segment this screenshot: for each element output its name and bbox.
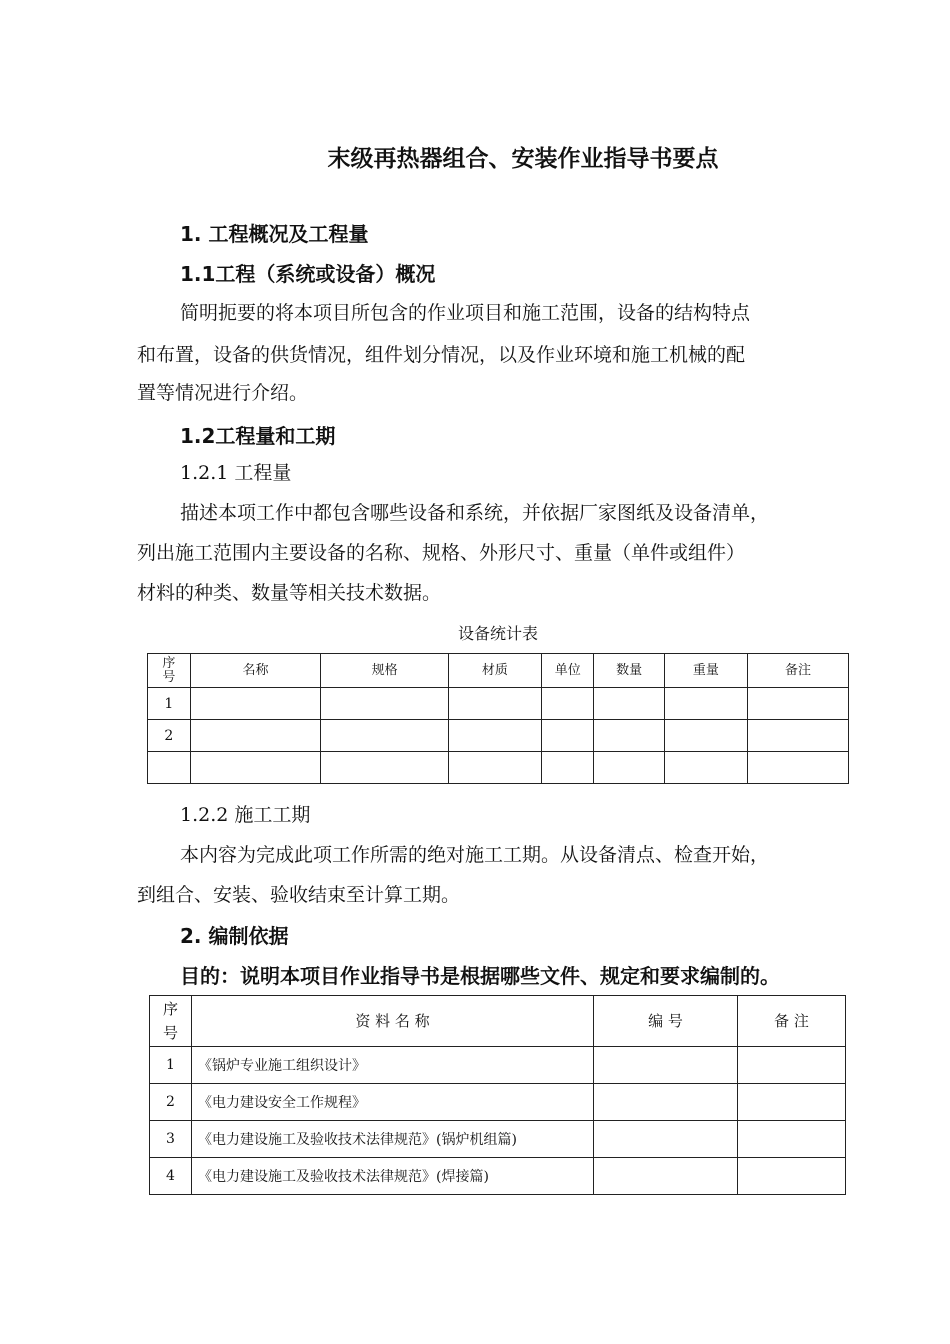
table-caption: 设备统计表 — [457, 624, 538, 643]
document-name: 《电力建设施工及验收技术法律规范》(焊接篇) — [192, 1158, 594, 1195]
header-cell: 重量 — [664, 654, 747, 688]
header-cell: 单位 — [541, 654, 594, 688]
header-cell: 规格 — [321, 654, 449, 688]
row-number: 2 — [148, 720, 191, 752]
paragraph-line: 置等情况进行介绍。 — [137, 382, 309, 404]
section-1-heading: 1. 工程概况及工程量 — [180, 222, 369, 246]
purpose-text: 目的：说明本项目作业指导书是根据哪些文件、规定和要求编制的。 — [180, 964, 780, 988]
header-cell: 序号 — [150, 996, 192, 1047]
header-cell: 编 号 — [594, 996, 738, 1047]
paragraph-line: 列出施工范围内主要设备的名称、规格、外形尺寸、重量（单件或组件） — [137, 542, 746, 564]
row-number: 2 — [150, 1084, 192, 1121]
document-name: 《电力建设施工及验收技术法律规范》(锅炉机组篇) — [192, 1121, 594, 1158]
header-cell: 资 料 名 称 — [192, 996, 594, 1047]
table-header-row — [148, 654, 849, 688]
header-cell: 材质 — [448, 654, 541, 688]
document-name: 《电力建设安全工作规程》 — [192, 1084, 594, 1121]
table-header-row — [150, 996, 846, 1047]
row-number: 1 — [148, 688, 191, 720]
paragraph-line: 简明扼要的将本项目所包含的作业项目和施工范围，设备的结构特点 — [180, 302, 751, 324]
document-name: 《锅炉专业施工组织设计》 — [192, 1047, 594, 1084]
section-2-heading: 2. 编制依据 — [180, 924, 289, 948]
header-cell: 序号 — [148, 654, 191, 688]
section-1-2-2-heading: 1.2.2 施工工期 — [180, 804, 311, 826]
paragraph-line: 描述本项工作中都包含哪些设备和系统，并依据厂家图纸及设备清单， — [180, 502, 770, 524]
section-1-2-1-heading: 1.2.1 工程量 — [180, 462, 292, 484]
paragraph-line: 本内容为完成此项工作所需的绝对施工工期。从设备清点、检查开始， — [180, 844, 770, 866]
section-1-1-heading: 1.1工程（系统或设备）概况 — [180, 262, 436, 286]
page-title: 末级再热器组合、安装作业指导书要点 — [327, 146, 719, 172]
equipment-table — [147, 653, 849, 784]
section-1-2-heading: 1.2工程量和工期 — [180, 424, 336, 448]
header-cell: 备 注 — [738, 996, 846, 1047]
table-row — [148, 720, 849, 752]
paragraph-line: 到组合、安装、验收结束至计算工期。 — [137, 884, 461, 906]
row-number — [148, 752, 191, 784]
paragraph-line: 材料的种类、数量等相关技术数据。 — [137, 582, 442, 604]
basis-table — [149, 995, 846, 1195]
header-cell: 数量 — [594, 654, 664, 688]
table-row — [150, 1121, 846, 1158]
header-cell: 名称 — [190, 654, 321, 688]
table-row — [150, 1158, 846, 1195]
row-number: 3 — [150, 1121, 192, 1158]
table-row — [148, 688, 849, 720]
table-row — [150, 1084, 846, 1121]
table-row — [150, 1047, 846, 1084]
header-cell: 备注 — [747, 654, 848, 688]
paragraph-line: 和布置，设备的供货情况，组件划分情况，以及作业环境和施工机械的配 — [137, 344, 746, 366]
row-number: 1 — [150, 1047, 192, 1084]
table-row — [148, 752, 849, 784]
row-number: 4 — [150, 1158, 192, 1195]
